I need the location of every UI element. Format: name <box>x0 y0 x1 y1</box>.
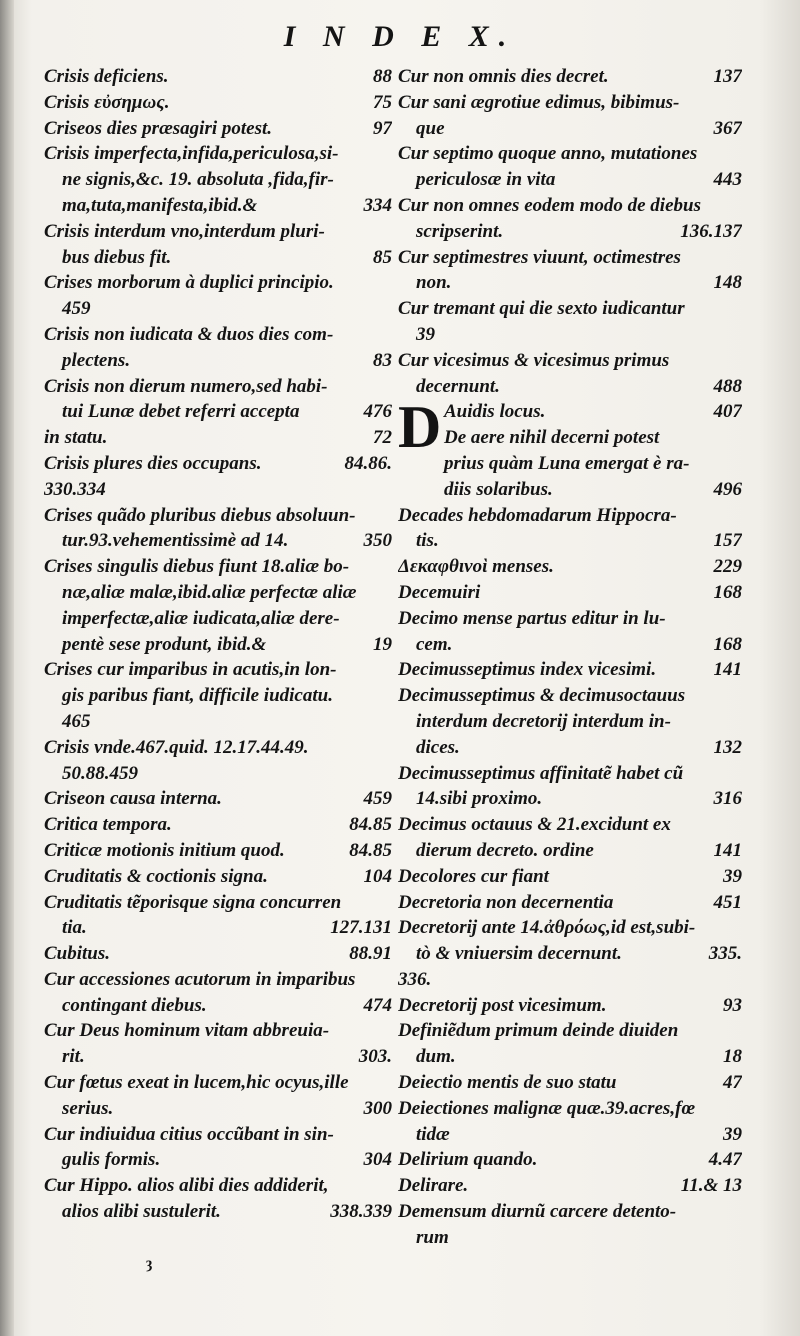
page-reference: 18 <box>723 1046 742 1068</box>
entry-text: plectens. <box>62 349 131 371</box>
entry-text-line <box>44 1070 392 1096</box>
index-entry <box>398 761 742 813</box>
entry-text: Crisis interdum vno,interdum pluri- <box>44 220 325 242</box>
entry-text-line <box>44 683 392 709</box>
entry-text: Decretorij ante 14.ἀθρόως,id est,subi- <box>398 917 696 939</box>
entry-text: Crisis deficiens. <box>44 66 169 87</box>
entry-text-line <box>44 1044 392 1070</box>
page-reference: 157 <box>713 530 742 552</box>
entry-text: pentè sese produnt, ibid.& <box>62 633 267 655</box>
index-entry <box>44 90 392 116</box>
entry-text: Δεκαφθινοὶ menses. <box>398 556 554 578</box>
entry-text-line <box>398 425 742 451</box>
entry-text: gis paribus fiant, difficile iudicatu. <box>62 685 333 707</box>
entry-text-line <box>398 1044 742 1070</box>
index-entry <box>44 786 392 812</box>
page-reference: 451 <box>713 891 742 913</box>
entry-text: De aere nihil decerni potest <box>444 427 660 449</box>
index-entry <box>44 1070 392 1122</box>
entry-text-line <box>44 116 392 142</box>
entry-text: Critica tempora. <box>44 814 172 836</box>
page-reference: 39 <box>723 1123 742 1145</box>
entry-text: tis. <box>416 530 439 552</box>
entry-text-line <box>44 425 392 451</box>
entry-text-line <box>44 941 392 967</box>
entry-text-line <box>44 503 392 529</box>
entry-text: Cur non omnes eodem modo de diebus <box>398 194 701 216</box>
entry-text-line <box>44 399 392 425</box>
entry-text: Demensum diurnũ carcere detento- <box>398 1201 677 1223</box>
page-reference: 303. <box>358 1046 392 1068</box>
index-entry <box>398 245 742 297</box>
entry-text-line <box>398 993 742 1019</box>
entry-text: gulis formis. <box>62 1149 161 1171</box>
entry-text: Criseos dies præsagiri potest. <box>44 117 273 139</box>
page-reference: 465 <box>62 710 91 732</box>
entry-text-line <box>44 786 392 812</box>
entry-text-line <box>398 270 742 296</box>
page-reference: 335. <box>708 943 742 965</box>
page-reference: 459 <box>363 788 392 810</box>
index-entry <box>398 64 742 90</box>
entry-text: Crises quãdo pluribus diebus absoluun- <box>44 504 356 526</box>
page-reference: 83 <box>373 349 392 371</box>
index-entry <box>44 64 392 90</box>
entry-text-line <box>398 915 742 941</box>
entry-text: Crisis non iudicata & duos dies com- <box>44 323 334 345</box>
entry-text: Decimo mense partus editur in lu- <box>398 607 666 629</box>
entry-text-line <box>398 348 742 374</box>
page-reference: 367 <box>713 117 742 139</box>
entry-text: cem. <box>416 633 453 655</box>
entry-text: Crisis plures dies occupans. <box>44 452 262 474</box>
entry-text: Crises cur imparibus in acutis,in lon- <box>44 659 337 681</box>
entry-text: Decemuiri <box>398 581 481 603</box>
index-entry <box>44 967 392 1019</box>
entry-text-line <box>398 1122 742 1148</box>
entry-text-line <box>398 399 742 425</box>
entry-text-line <box>398 554 742 580</box>
book-spine-shadow <box>0 0 14 1336</box>
index-entry <box>398 1173 742 1199</box>
index-entry <box>44 477 392 503</box>
index-entry <box>398 657 742 683</box>
entry-text: næ,aliæ malæ,ibid.aliæ perfectæ aliæ <box>62 581 357 603</box>
index-entry <box>398 1018 742 1070</box>
page-reference: 350 <box>363 530 392 552</box>
page-reference: 93 <box>723 994 742 1016</box>
entry-text: Cur non omnis dies decret. <box>398 66 609 87</box>
page-reference: 168 <box>713 633 742 655</box>
entry-text: Cruditatis tẽporisque signa concurren <box>44 891 342 913</box>
entry-text-line <box>44 193 392 219</box>
page-reference: 127.131 <box>330 917 392 939</box>
entry-text-line <box>398 451 742 477</box>
index-entry <box>398 683 742 760</box>
index-entry <box>44 322 392 374</box>
entry-text: Decolores cur fiant <box>398 865 549 887</box>
entry-text-line <box>398 167 742 193</box>
entry-text: Decimusseptimus & decimusoctauus <box>398 685 686 707</box>
entry-text: Cur fœtus exeat in lucem,hic ocyus,ille <box>44 1072 349 1094</box>
entry-text-line <box>398 1018 742 1044</box>
entry-text-line <box>44 374 392 400</box>
entry-text-line <box>44 1147 392 1173</box>
index-entry <box>44 116 392 142</box>
entry-text-line <box>398 193 742 219</box>
entry-text: dierum decreto. ordine <box>416 839 594 861</box>
entry-text-line <box>44 632 392 658</box>
entry-text: dices. <box>416 736 460 758</box>
entry-text: Auidis locus. <box>444 401 546 423</box>
entry-text: Definiẽdum primum deinde diuiden <box>398 1020 679 1042</box>
index-entry <box>44 503 392 555</box>
page-reference: 496 <box>713 478 742 500</box>
index-entry <box>398 606 742 658</box>
entry-text-line <box>44 915 392 941</box>
index-entry <box>44 141 392 218</box>
page-reference: 4.47 <box>708 1149 742 1171</box>
page-reference: 141 <box>713 839 742 861</box>
entry-text-line <box>398 322 742 348</box>
index-entry <box>398 503 742 555</box>
entry-text-line <box>398 141 742 167</box>
entry-text: Cubitus. <box>44 943 111 965</box>
index-entry <box>44 554 392 657</box>
index-entry <box>44 219 392 271</box>
entry-text-line <box>44 245 392 271</box>
page-reference: 84.85 <box>349 814 392 836</box>
entry-text-line <box>44 657 392 683</box>
entry-text-line <box>44 735 392 761</box>
entry-text: Cur tremant qui die sexto iudicantur <box>398 298 685 320</box>
page-reference: 476 <box>363 401 392 423</box>
entry-text: tur.93.vehementissimè ad 14. <box>62 530 289 552</box>
entry-text: Decimus octauus & 21.excidunt ex <box>398 814 671 836</box>
entry-text-line <box>398 786 742 812</box>
entry-text-line <box>44 580 392 606</box>
entry-text: 336. <box>398 968 432 990</box>
index-entry <box>398 141 742 193</box>
page-reference: 338.339 <box>330 1201 392 1223</box>
entry-text: Cur Deus hominum vitam abbreuia- <box>44 1020 330 1042</box>
entry-text-line <box>398 219 742 245</box>
index-entry <box>44 735 392 787</box>
entry-text-line <box>398 245 742 271</box>
index-entry <box>398 1070 742 1096</box>
signature-mark: ȝ <box>146 1255 152 1272</box>
index-entry <box>398 864 742 890</box>
entry-text: Cur septimo quoque anno, mutationes <box>398 143 698 165</box>
index-entry <box>44 941 392 967</box>
index-entry <box>398 90 742 142</box>
entry-text: tia. <box>62 917 87 939</box>
entry-text: Deiectiones malignæ quæ.39.acres,fœ <box>398 1097 696 1119</box>
page-reference: 443 <box>713 169 742 191</box>
entry-text: Cruditatis & coctionis signa. <box>44 865 268 887</box>
entry-text-line <box>398 683 742 709</box>
page-reference: 39 <box>723 865 742 887</box>
entry-text: 50.88.459 <box>62 762 138 784</box>
page-reference: 104 <box>363 865 392 887</box>
index-entry <box>398 394 742 502</box>
entry-text: tò & vniuersim decernunt. <box>416 943 622 965</box>
right-index-column <box>398 64 742 1251</box>
entry-text-line <box>44 890 392 916</box>
index-entry <box>398 1147 742 1173</box>
entry-text-line <box>398 90 742 116</box>
index-entry <box>44 890 392 942</box>
index-entry <box>398 967 742 993</box>
index-entry <box>398 554 742 580</box>
index-entry <box>44 270 392 322</box>
entry-text-line <box>398 735 742 761</box>
page-reference: 72 <box>373 427 392 449</box>
entry-text: 330.334 <box>44 478 106 500</box>
page-reference: 11.& 13 <box>680 1175 742 1197</box>
page-reference: 75 <box>373 91 392 113</box>
entry-text: Cur septimestres viuunt, octimestres <box>398 246 681 268</box>
index-entry <box>44 812 392 838</box>
entry-text: Decimusseptimus index vicesimi. <box>398 659 657 681</box>
entry-text-line <box>398 1147 742 1173</box>
entry-text-line <box>44 554 392 580</box>
entry-text: tui Lunæ debet referri accepta <box>62 401 300 423</box>
entry-text-line <box>44 219 392 245</box>
page-reference: 84.85 <box>349 839 392 861</box>
entry-text: tidæ <box>416 1123 450 1145</box>
page-reference: 85 <box>373 246 392 268</box>
entry-text: decernunt. <box>416 375 500 397</box>
index-entry <box>44 657 392 734</box>
index-entry <box>398 193 742 245</box>
index-entry <box>44 838 392 864</box>
index-entry <box>398 915 742 967</box>
entry-text: non. <box>416 272 452 294</box>
entry-text: imperfectæ,aliæ iudicata,aliæ dere- <box>62 607 340 629</box>
entry-text-line <box>44 322 392 348</box>
entry-text-line <box>44 838 392 864</box>
entry-text-line <box>398 503 742 529</box>
page-reference: 459 <box>62 298 91 320</box>
entry-text-line <box>44 528 392 554</box>
entry-text-line <box>398 580 742 606</box>
index-entry <box>44 1173 392 1225</box>
index-entry <box>44 374 392 426</box>
index-entry <box>398 1096 742 1148</box>
entry-text: 14.sibi proximo. <box>416 788 543 810</box>
entry-text: Decretorij post vicesimum. <box>398 994 607 1016</box>
page-reference: 47 <box>723 1072 742 1094</box>
entry-text-line <box>398 606 742 632</box>
entry-text-line <box>398 1096 742 1122</box>
page-reference: 334 <box>363 194 392 216</box>
entry-text: ne signis,&c. 19. absoluta ,fida,fir- <box>62 169 334 191</box>
page-reference: 488 <box>713 375 742 397</box>
entry-text-line <box>44 761 392 787</box>
entry-text-line <box>44 1173 392 1199</box>
entry-text: contingant diebus. <box>62 994 207 1016</box>
page-reference: 19 <box>373 633 392 655</box>
entry-text: Cur accessiones acutorum in imparibus <box>44 968 356 990</box>
entry-text-line <box>398 941 742 967</box>
entry-text-line <box>44 296 392 322</box>
index-entry <box>44 1018 392 1070</box>
entry-text: Crisis imperfecta,infida,periculosa,si- <box>44 143 339 165</box>
entry-text: in statu. <box>44 427 108 449</box>
entry-text: que <box>416 117 445 139</box>
index-entry <box>398 348 742 400</box>
entry-text-line <box>44 709 392 735</box>
index-entry <box>398 812 742 864</box>
entry-text-line <box>398 1173 742 1199</box>
page-reference: 229 <box>713 556 742 578</box>
entry-text: Delirium quando. <box>398 1149 538 1171</box>
entry-text-line <box>398 632 742 658</box>
drop-cap-letter: D <box>398 394 442 461</box>
left-index-column <box>44 64 392 1225</box>
entry-text: diis solaribus. <box>444 478 553 500</box>
entry-text: Crises morborum à duplici principio. <box>44 272 334 294</box>
entry-text: rit. <box>62 1046 85 1068</box>
entry-text-line <box>44 270 392 296</box>
entry-text: dum. <box>416 1046 456 1068</box>
entry-text: Criseon causa interna. <box>44 788 222 810</box>
entry-text-line <box>398 296 742 322</box>
index-entry <box>398 296 742 348</box>
entry-text-line <box>44 348 392 374</box>
entry-text-line <box>44 477 392 503</box>
entry-text-line <box>398 838 742 864</box>
entry-text-line <box>398 761 742 787</box>
entry-text-line <box>398 1070 742 1096</box>
entry-text: Cur Hippo. alios alibi dies addiderit, <box>44 1175 329 1197</box>
entry-text-line <box>398 1225 742 1251</box>
page-reference: 300 <box>363 1097 392 1119</box>
entry-text: rum <box>416 1226 449 1248</box>
entry-text-line <box>44 90 392 116</box>
page-header: I N D E X. <box>283 20 517 53</box>
entry-text: Cur sani ægrotiue edimus, bibimus- <box>398 91 680 113</box>
entry-text-line <box>44 1199 392 1225</box>
entry-text-line <box>398 967 742 993</box>
entry-text-line <box>44 606 392 632</box>
entry-text-line <box>398 709 742 735</box>
index-entry <box>398 890 742 916</box>
index-entry <box>44 451 392 477</box>
entry-text: Cur indiuidua citius occũbant in sin- <box>44 1123 334 1145</box>
index-entry <box>398 1199 742 1251</box>
index-entry <box>398 993 742 1019</box>
index-entry <box>398 580 742 606</box>
index-entry <box>44 864 392 890</box>
entry-text: bus diebus fit. <box>62 246 172 268</box>
entry-text-line <box>44 864 392 890</box>
entry-text-line <box>398 812 742 838</box>
page-reference: 132 <box>713 736 742 758</box>
entry-text: Delirare. <box>398 1175 469 1197</box>
entry-text: Crisis non dierum numero,sed habi- <box>44 375 328 397</box>
entry-text: Crisis vnde.467.quid. 12.17.44.49. <box>44 736 309 758</box>
entry-text: periculosæ in vita <box>416 169 556 191</box>
page-reference: 304 <box>363 1149 392 1171</box>
entry-text: scripserint. <box>416 220 504 242</box>
entry-text: Cur vicesimus & vicesimus primus <box>398 349 670 371</box>
entry-text: Criticæ motionis initium quod. <box>44 839 285 861</box>
index-entry <box>44 425 392 451</box>
entry-text-line <box>44 993 392 1019</box>
entry-text-line <box>398 374 742 400</box>
entry-text-line <box>398 477 742 503</box>
entry-text: Deiectio mentis de suo statu <box>398 1072 617 1094</box>
entry-text-line <box>398 528 742 554</box>
entry-text-line <box>44 1122 392 1148</box>
page-reference: 88 <box>373 66 392 87</box>
entry-text: prius quàm Luna emergat è ra- <box>444 452 690 474</box>
page-reference: 84.86. <box>344 452 392 474</box>
entry-text-line <box>398 864 742 890</box>
entry-text-line <box>44 1096 392 1122</box>
entry-text: alios alibi sustulerit. <box>62 1201 221 1223</box>
entry-text-line <box>44 64 392 90</box>
entry-text-line <box>398 116 742 142</box>
page-reference: 141 <box>713 659 742 681</box>
entry-text-line <box>44 451 392 477</box>
page-reference: 316 <box>713 788 742 810</box>
entry-text: Crises singulis diebus fiunt 18.aliæ bo- <box>44 556 350 578</box>
entry-text: ma,tuta,manifesta,ibid.& <box>62 194 258 216</box>
entry-text: interdum decretorij interdum in- <box>416 710 671 732</box>
entry-text: Crisis εὐσημως. <box>44 91 170 113</box>
page-reference: 137 <box>713 66 742 87</box>
index-entry <box>44 1122 392 1174</box>
entry-text: Decretoria non decernentia <box>398 891 614 913</box>
page-reference: 88.91 <box>349 943 392 965</box>
entry-text-line <box>44 141 392 167</box>
entry-text-line <box>44 967 392 993</box>
entry-text-line <box>398 657 742 683</box>
entry-text-line <box>44 1018 392 1044</box>
page-reference: 97 <box>373 117 392 139</box>
entry-text: serius. <box>62 1097 114 1119</box>
page-reference: 168 <box>713 581 742 603</box>
page-reference: 39 <box>416 323 435 345</box>
entry-text-line <box>398 64 742 90</box>
entry-text-line <box>398 1199 742 1225</box>
page-reference: 148 <box>713 272 742 294</box>
entry-text-line <box>398 890 742 916</box>
entry-text-line <box>44 167 392 193</box>
entry-text-line <box>44 812 392 838</box>
page-reference: 136.137 <box>680 220 742 242</box>
entry-text: Decades hebdomadarum Hippocra- <box>398 504 677 526</box>
entry-text: Decimusseptimus affinitatẽ habet cũ <box>398 762 684 784</box>
page-reference: 407 <box>713 401 742 423</box>
page-reference: 474 <box>363 994 392 1016</box>
